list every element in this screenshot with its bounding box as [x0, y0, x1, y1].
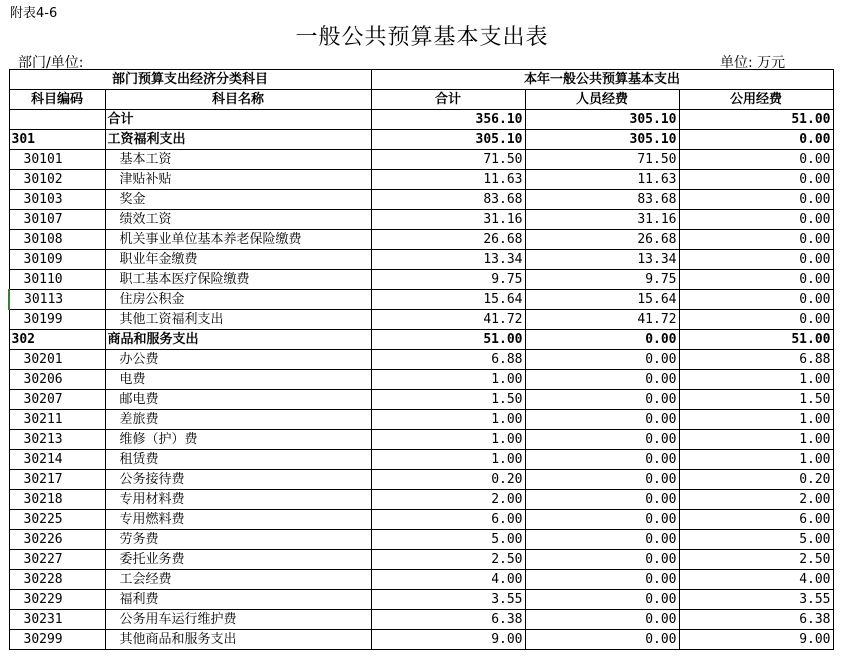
- cell-name[interactable]: 奖金: [105, 190, 371, 210]
- cell-public[interactable]: 1.00: [679, 430, 833, 450]
- cell-personnel[interactable]: 0.00: [525, 410, 679, 430]
- cell-name[interactable]: 专用材料费: [105, 490, 371, 510]
- cell-personnel[interactable]: 0.00: [525, 630, 679, 650]
- table-row: [9, 510, 833, 530]
- cell-name[interactable]: 工资福利支出: [105, 130, 371, 150]
- cell-personnel[interactable]: 0.00: [525, 470, 679, 490]
- cell-public[interactable]: 0.00: [679, 230, 833, 250]
- cell-personnel[interactable]: 41.72: [525, 310, 679, 330]
- cell-code[interactable]: 30201: [9, 350, 105, 370]
- cell-personnel[interactable]: 11.63: [525, 170, 679, 190]
- cell-total[interactable]: 1.00: [371, 410, 525, 430]
- cell-code[interactable]: 301: [9, 130, 105, 150]
- cell-public[interactable]: 51.00: [679, 330, 833, 350]
- cell-name[interactable]: 基本工资: [105, 150, 371, 170]
- cell-total[interactable]: 1.00: [371, 430, 525, 450]
- cell-personnel[interactable]: 13.34: [525, 250, 679, 270]
- cell-code[interactable]: 30228: [9, 570, 105, 590]
- cell-name[interactable]: 工会经费: [105, 570, 371, 590]
- cell-personnel[interactable]: 0.00: [525, 330, 679, 350]
- cell-personnel[interactable]: 0.00: [525, 490, 679, 510]
- cell-name[interactable]: 专用燃料费: [105, 510, 371, 530]
- cell-personnel[interactable]: 0.00: [525, 610, 679, 630]
- table-row: [9, 170, 833, 190]
- cell-total[interactable]: 15.64: [371, 290, 525, 310]
- cell-total[interactable]: 41.72: [371, 310, 525, 330]
- cell-public[interactable]: 0.00: [679, 130, 833, 150]
- cell-total[interactable]: 83.68: [371, 190, 525, 210]
- cell-name[interactable]: 差旅费: [105, 410, 371, 430]
- cell-public[interactable]: 4.00: [679, 570, 833, 590]
- cell-name[interactable]: 津贴补贴: [105, 170, 371, 190]
- table-row: [9, 350, 833, 370]
- page-title: 一般公共预算基本支出表: [295, 25, 549, 50]
- cell-name[interactable]: 机关事业单位基本养老保险缴费: [105, 230, 371, 250]
- table-row: [9, 210, 833, 230]
- cell-name[interactable]: 职工基本医疗保险缴费: [105, 270, 371, 290]
- cell-public[interactable]: 1.00: [679, 370, 833, 390]
- total-row: [9, 110, 833, 130]
- header-personnel[interactable]: 人员经费: [525, 90, 679, 110]
- cell-total[interactable]: 5.00: [371, 530, 525, 550]
- cell-name[interactable]: 委托业务费: [105, 550, 371, 570]
- cell-public[interactable]: 1.00: [679, 410, 833, 430]
- table-row: [9, 370, 833, 390]
- cell-public[interactable]: 0.00: [679, 170, 833, 190]
- table-row: [9, 150, 833, 170]
- cell-code[interactable]: 30218: [9, 490, 105, 510]
- cell-public[interactable]: 0.00: [679, 210, 833, 230]
- cell-name[interactable]: 职业年金缴费: [105, 250, 371, 270]
- header-total[interactable]: 合计: [371, 90, 525, 110]
- table-row: [9, 310, 833, 330]
- cell-name[interactable]: 其他商品和服务支出: [105, 630, 371, 650]
- cell-total[interactable]: 4.00: [371, 570, 525, 590]
- cell-code[interactable]: [9, 110, 105, 130]
- cell-personnel[interactable]: 0.00: [525, 370, 679, 390]
- cell-code[interactable]: 30225: [9, 510, 105, 530]
- cell-code[interactable]: 30113: [9, 290, 105, 310]
- cell-code[interactable]: 30199: [9, 310, 105, 330]
- cell-name[interactable]: 商品和服务支出: [105, 330, 371, 350]
- cell-code[interactable]: 30213: [9, 430, 105, 450]
- table-row: [9, 270, 833, 290]
- cell-total[interactable]: 1.50: [371, 390, 525, 410]
- table-row: [9, 130, 833, 150]
- cell-personnel[interactable]: 0.00: [525, 590, 679, 610]
- cell-public[interactable]: 0.00: [679, 150, 833, 170]
- budget-table: [8, 69, 834, 650]
- cell-name[interactable]: 合计: [105, 110, 371, 130]
- cell-personnel[interactable]: 0.00: [525, 450, 679, 470]
- table-row: [9, 490, 833, 510]
- table-row: [9, 530, 833, 550]
- cell-personnel[interactable]: 0.00: [525, 350, 679, 370]
- table-row: [9, 410, 833, 430]
- cell-code[interactable]: 30299: [9, 630, 105, 650]
- table-row: [9, 290, 833, 310]
- cell-name[interactable]: 维修（护）费: [105, 430, 371, 450]
- cell-personnel[interactable]: 0.00: [525, 430, 679, 450]
- cell-name[interactable]: 其他工资福利支出: [105, 310, 371, 330]
- header-name[interactable]: 科目名称: [105, 90, 371, 110]
- cell-code[interactable]: 30102: [9, 170, 105, 190]
- cell-public[interactable]: 6.88: [679, 350, 833, 370]
- table-row: [9, 550, 833, 570]
- dept-label: 部门/单位:: [18, 55, 84, 71]
- cell-personnel[interactable]: 31.16: [525, 210, 679, 230]
- cell-total[interactable]: 13.34: [371, 250, 525, 270]
- cell-public[interactable]: 0.00: [679, 310, 833, 330]
- cell-name[interactable]: 住房公积金: [105, 290, 371, 310]
- cell-code[interactable]: 30108: [9, 230, 105, 250]
- cell-total[interactable]: 6.00: [371, 510, 525, 530]
- cell-total[interactable]: 6.38: [371, 610, 525, 630]
- cell-code[interactable]: 30229: [9, 590, 105, 610]
- table-row: [9, 630, 833, 650]
- cell-code[interactable]: 30103: [9, 190, 105, 210]
- cell-name[interactable]: 劳务费: [105, 530, 371, 550]
- cell-public[interactable]: 1.00: [679, 450, 833, 470]
- cell-personnel[interactable]: 305.10: [525, 130, 679, 150]
- cell-code[interactable]: 30101: [9, 150, 105, 170]
- cell-total[interactable]: 356.10: [371, 110, 525, 130]
- cell-personnel[interactable]: 83.68: [525, 190, 679, 210]
- cell-total[interactable]: 1.00: [371, 450, 525, 470]
- cell-name[interactable]: 公务用车运行维护费: [105, 610, 371, 630]
- cell-code[interactable]: 30107: [9, 210, 105, 230]
- cell-code[interactable]: 30206: [9, 370, 105, 390]
- cell-public[interactable]: 0.00: [679, 190, 833, 210]
- table-row: [9, 250, 833, 270]
- appendix-label: 附表4-6: [10, 6, 58, 21]
- cell-total[interactable]: 0.20: [371, 470, 525, 490]
- cell-code[interactable]: 302: [9, 330, 105, 350]
- cell-public[interactable]: 0.20: [679, 470, 833, 490]
- cell-total[interactable]: 71.50: [371, 150, 525, 170]
- cell-total[interactable]: 6.88: [371, 350, 525, 370]
- table-row: [9, 570, 833, 590]
- table-row: [9, 430, 833, 450]
- table-row: [9, 450, 833, 470]
- cell-public[interactable]: 0.00: [679, 250, 833, 270]
- table-row: [9, 190, 833, 210]
- cell-code[interactable]: 30110: [9, 270, 105, 290]
- cell-personnel[interactable]: 0.00: [525, 550, 679, 570]
- cell-total[interactable]: 1.00: [371, 370, 525, 390]
- cell-public[interactable]: 1.50: [679, 390, 833, 410]
- cell-total[interactable]: 26.68: [371, 230, 525, 250]
- cell-total[interactable]: 3.55: [371, 590, 525, 610]
- header-code[interactable]: 科目编码: [9, 90, 105, 110]
- cell-total[interactable]: 11.63: [371, 170, 525, 190]
- table-row: [9, 590, 833, 610]
- cell-personnel[interactable]: 26.68: [525, 230, 679, 250]
- cell-name[interactable]: 租赁费: [105, 450, 371, 470]
- cell-total[interactable]: 31.16: [371, 210, 525, 230]
- table-body: [9, 130, 833, 650]
- cell-public[interactable]: 2.00: [679, 490, 833, 510]
- cell-code[interactable]: 30109: [9, 250, 105, 270]
- cell-total[interactable]: 51.00: [371, 330, 525, 350]
- cell-public[interactable]: 6.38: [679, 610, 833, 630]
- cell-code[interactable]: 30217: [9, 470, 105, 490]
- cell-total[interactable]: 2.50: [371, 550, 525, 570]
- cell-public[interactable]: 9.00: [679, 630, 833, 650]
- cell-total[interactable]: 2.00: [371, 490, 525, 510]
- cell-name[interactable]: 公务接待费: [105, 470, 371, 490]
- cell-public[interactable]: 51.00: [679, 110, 833, 130]
- header-public[interactable]: 公用经费: [679, 90, 833, 110]
- table-row: [9, 610, 833, 630]
- cell-code[interactable]: 30211: [9, 410, 105, 430]
- table-row: [9, 330, 833, 350]
- unit-label: 单位: 万元: [720, 55, 786, 71]
- cell-personnel[interactable]: 9.75: [525, 270, 679, 290]
- cell-name[interactable]: 福利费: [105, 590, 371, 610]
- cell-public[interactable]: 0.00: [679, 290, 833, 310]
- cell-total[interactable]: 305.10: [371, 130, 525, 150]
- cell-personnel[interactable]: 71.50: [525, 150, 679, 170]
- cell-public[interactable]: 5.00: [679, 530, 833, 550]
- cell-public[interactable]: 2.50: [679, 550, 833, 570]
- sheet-row-header-strip: [0, 0, 8, 665]
- cell-code[interactable]: 30231: [9, 610, 105, 630]
- cell-code[interactable]: 30226: [9, 530, 105, 550]
- cell-personnel[interactable]: 0.00: [525, 510, 679, 530]
- cell-total[interactable]: 9.00: [371, 630, 525, 650]
- cell-personnel[interactable]: 15.64: [525, 290, 679, 310]
- cell-name[interactable]: 电费: [105, 370, 371, 390]
- header-group-right[interactable]: 本年一般公共预算基本支出: [371, 70, 833, 90]
- cell-code[interactable]: 30227: [9, 550, 105, 570]
- cell-code[interactable]: 30207: [9, 390, 105, 410]
- cell-name[interactable]: 办公费: [105, 350, 371, 370]
- header-group-left[interactable]: 部门预算支出经济分类科目: [9, 70, 371, 90]
- cell-code[interactable]: 30214: [9, 450, 105, 470]
- cell-public[interactable]: 6.00: [679, 510, 833, 530]
- cell-personnel[interactable]: 0.00: [525, 530, 679, 550]
- cell-public[interactable]: 3.55: [679, 590, 833, 610]
- cell-personnel[interactable]: 0.00: [525, 390, 679, 410]
- cell-public[interactable]: 0.00: [679, 270, 833, 290]
- table-row: [9, 390, 833, 410]
- table-row: [9, 470, 833, 490]
- cell-personnel[interactable]: 0.00: [525, 570, 679, 590]
- cell-name[interactable]: 邮电费: [105, 390, 371, 410]
- cell-total[interactable]: 9.75: [371, 270, 525, 290]
- table-row: [9, 230, 833, 250]
- cell-name[interactable]: 绩效工资: [105, 210, 371, 230]
- cell-personnel[interactable]: 305.10: [525, 110, 679, 130]
